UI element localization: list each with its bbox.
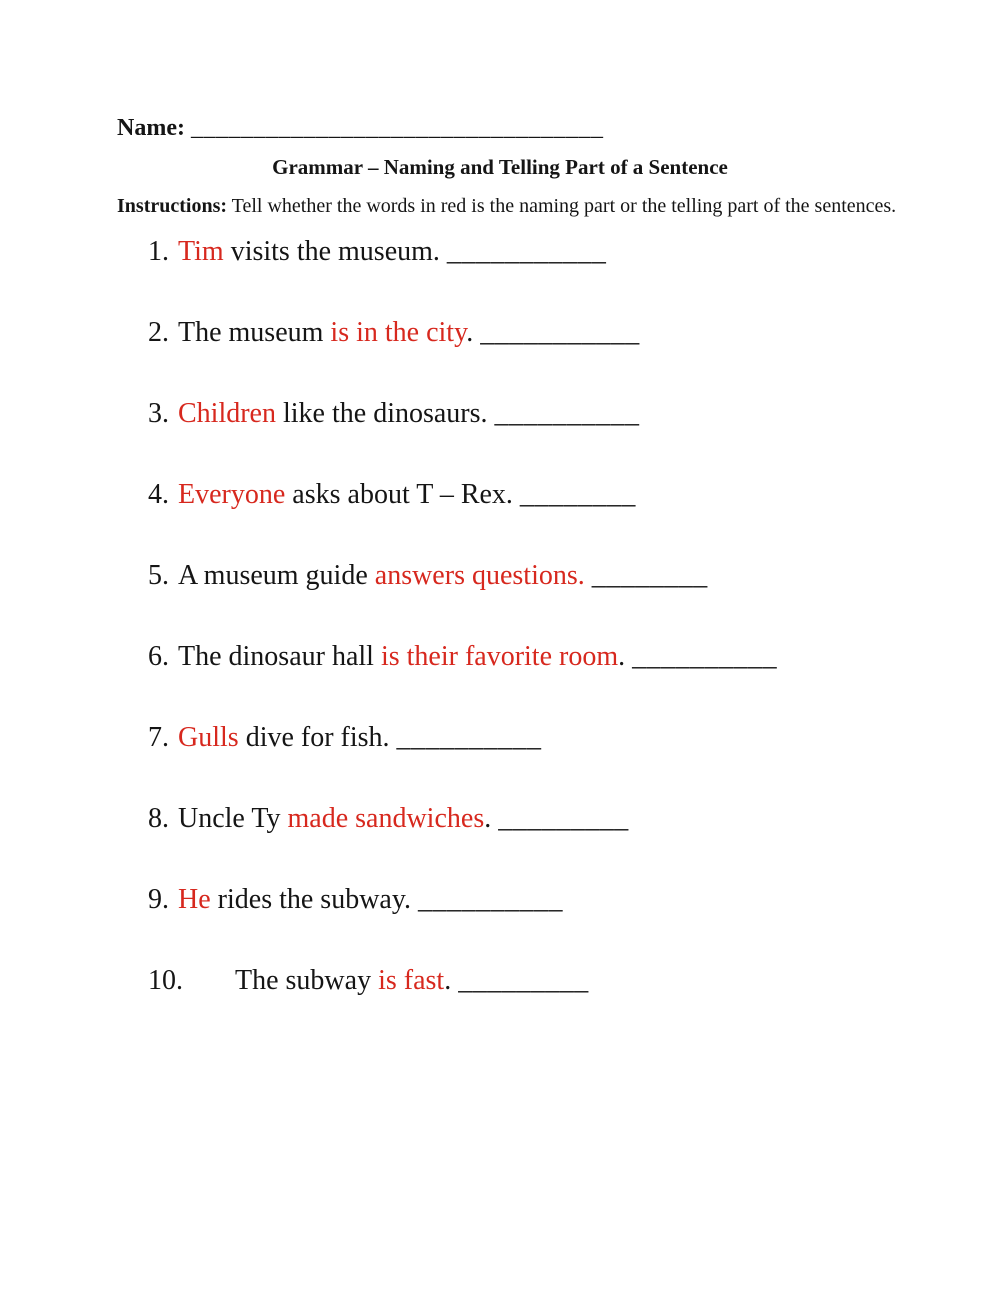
question-row-8 xyxy=(148,805,944,833)
question-row-4 xyxy=(148,481,944,509)
sentence-text-before: Uncle Ty xyxy=(178,803,288,834)
page-title: Grammar – Naming and Telling Part of a Sentence xyxy=(272,155,728,179)
sentence-red-words: answers questions. xyxy=(374,560,585,591)
sentence-red-words: Children xyxy=(178,398,276,429)
question-number: 6. xyxy=(148,641,169,672)
question-row-10 xyxy=(148,967,944,995)
sentence-text-before: A museum guide xyxy=(178,560,375,591)
question-number: 5. xyxy=(148,560,169,591)
question-number: 7. xyxy=(148,722,169,753)
question-number: 1. xyxy=(148,236,169,267)
answer-blank[interactable]: _________ xyxy=(458,965,589,996)
question-number: 8. xyxy=(148,803,169,834)
question-number: 2. xyxy=(148,317,169,348)
question-row-1 xyxy=(148,238,944,266)
sentence-text-before: The subway xyxy=(235,965,379,996)
sentence-text-after: . xyxy=(444,965,459,996)
sentence-red-words: Tim xyxy=(178,236,224,267)
sentence-text-after: like the dinosaurs. xyxy=(276,398,495,429)
question-number: 3. xyxy=(148,398,169,429)
sentence-text-after: visits the museum. xyxy=(223,236,447,267)
question-number: 4. xyxy=(148,479,169,510)
answer-blank[interactable]: __________ xyxy=(418,884,564,915)
sentence-text-before: The museum xyxy=(178,317,331,348)
instructions-label: Instructions: xyxy=(117,195,228,217)
answer-blank[interactable]: __________ xyxy=(494,398,640,429)
sentence-text-after: rides the subway. xyxy=(210,884,419,915)
sentence-red-words: is their favorite room xyxy=(380,641,619,672)
answer-blank[interactable]: ________ xyxy=(591,560,708,591)
instructions-text: Tell whether the words in red is the naming part or the telling part of the sentences. xyxy=(231,195,897,217)
name-row xyxy=(117,114,944,142)
name-blank-line[interactable]: _________________________________ xyxy=(190,115,604,141)
question-number: 10. xyxy=(148,965,183,996)
question-row-5 xyxy=(148,562,944,590)
sentence-red-words: Gulls xyxy=(178,722,239,753)
answer-blank[interactable]: ___________ xyxy=(480,317,640,348)
answer-blank[interactable]: __________ xyxy=(396,722,542,753)
sentence-text-after xyxy=(585,560,592,591)
answer-blank[interactable]: ___________ xyxy=(446,236,607,267)
answer-blank[interactable]: __________ xyxy=(632,641,778,672)
name-label: Name: xyxy=(117,115,185,141)
question-list xyxy=(148,238,944,995)
sentence-red-words: made sandwiches xyxy=(287,803,485,834)
sentence-text-after: . xyxy=(618,641,633,672)
sentence-red-words: He xyxy=(178,884,211,915)
sentence-text-before: The dinosaur hall xyxy=(178,641,381,672)
sentence-text-after: . xyxy=(484,803,499,834)
sentence-red-words: is in the city xyxy=(330,317,467,348)
question-row-6 xyxy=(148,643,944,671)
answer-blank[interactable]: _________ xyxy=(498,803,629,834)
question-row-9 xyxy=(148,886,944,914)
question-row-3 xyxy=(148,400,944,428)
question-row-7 xyxy=(148,724,944,752)
sentence-text-after: asks about T – Rex. xyxy=(285,479,520,510)
answer-blank[interactable]: ________ xyxy=(519,479,636,510)
sentence-red-words: is fast xyxy=(378,965,445,996)
question-row-2 xyxy=(148,319,944,347)
question-number: 9. xyxy=(148,884,169,915)
sentence-red-words: Everyone xyxy=(178,479,286,510)
sentence-text-after: dive for fish. xyxy=(238,722,397,753)
instructions xyxy=(117,192,899,220)
sentence-text-after: . xyxy=(466,317,481,348)
